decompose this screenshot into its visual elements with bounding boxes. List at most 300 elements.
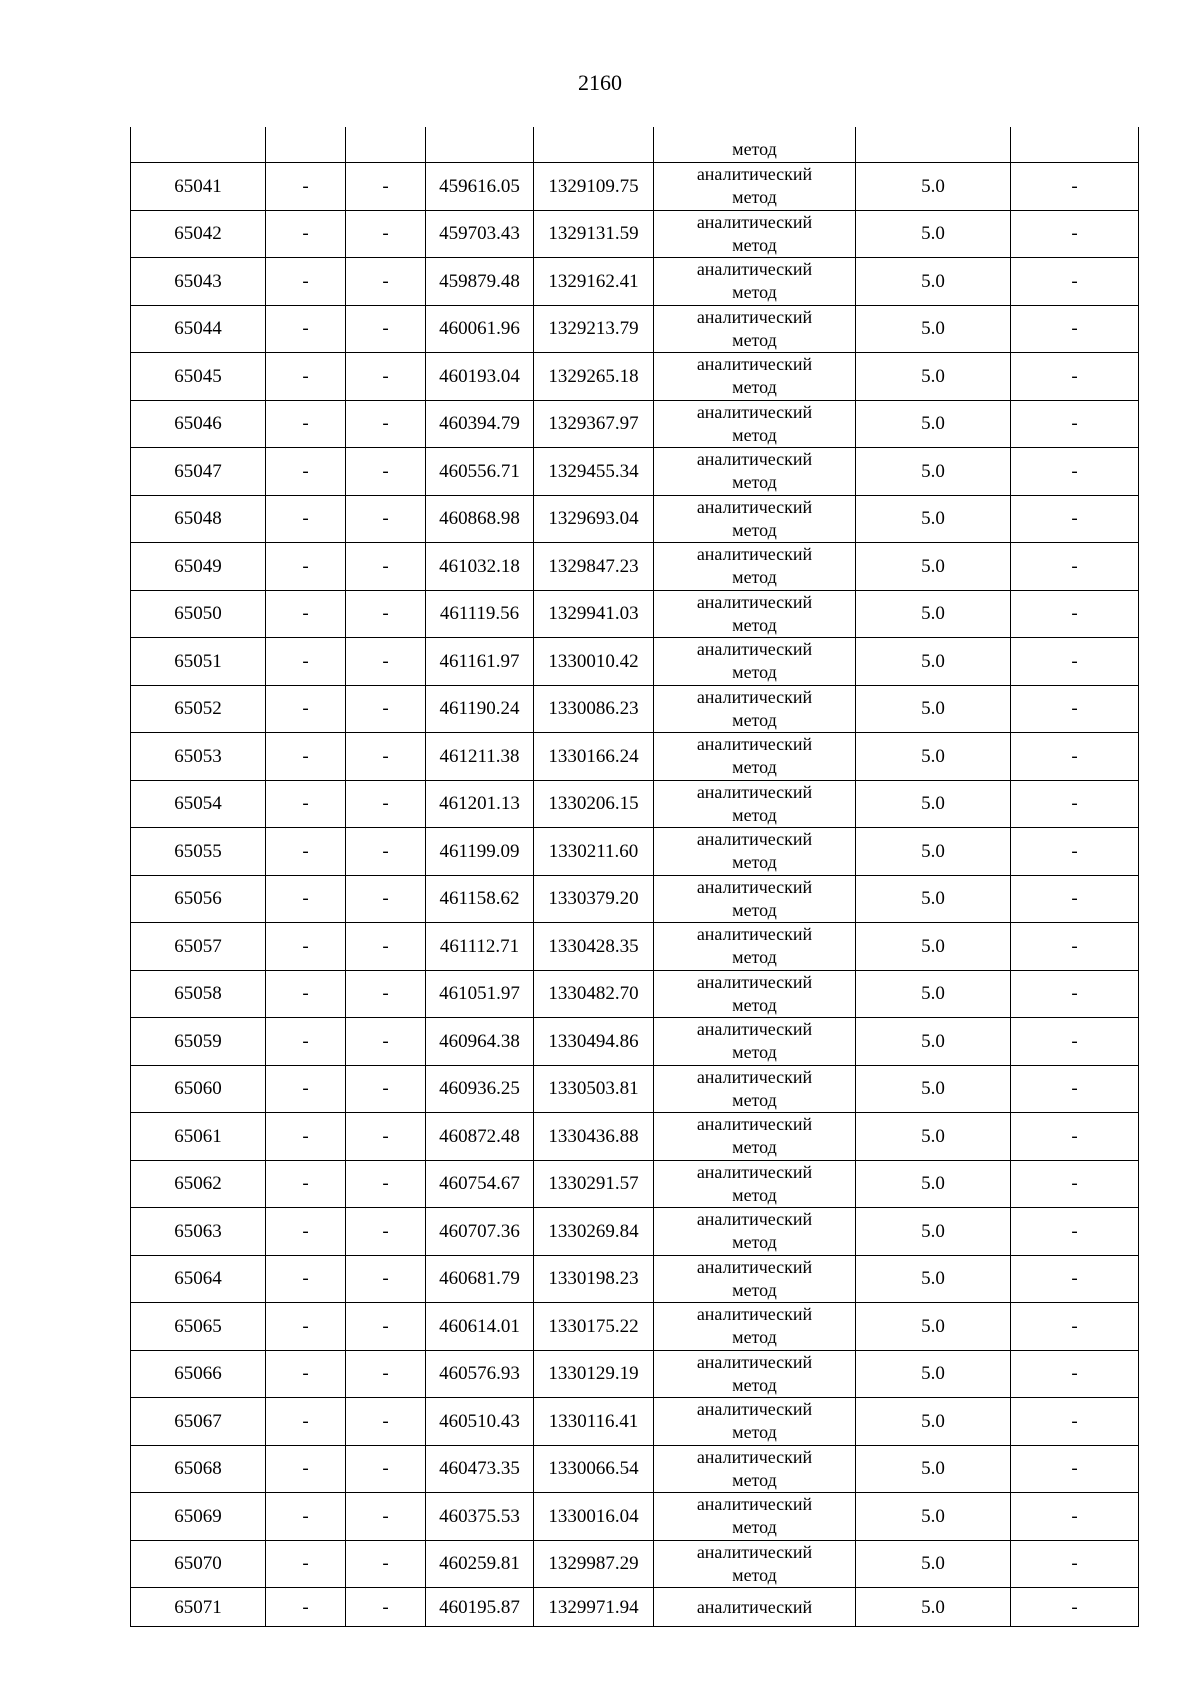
y-coordinate-cell: 1330482.70: [534, 970, 654, 1018]
x-coordinate-cell: 459616.05: [426, 163, 534, 211]
precision-cell: 5.0: [856, 923, 1011, 971]
method-cell: [654, 448, 856, 496]
dash-cell: -: [1011, 163, 1139, 211]
method-text: аналитический: [696, 1114, 813, 1135]
method-text: метод: [732, 234, 777, 255]
method-cell: [654, 127, 856, 163]
dash-cell: -: [346, 875, 426, 923]
table-row: [131, 495, 1139, 543]
point-id-cell: 65048: [131, 495, 266, 543]
point-id-cell: 65067: [131, 1398, 266, 1446]
dash-cell: -: [1011, 1255, 1139, 1303]
table-row: [131, 1303, 1139, 1351]
method-cell: [654, 1445, 856, 1493]
dash-cell: -: [1011, 1350, 1139, 1398]
dash-cell: -: [266, 1588, 346, 1627]
method-text: метод: [732, 1279, 777, 1300]
precision-cell: 5.0: [856, 1540, 1011, 1588]
dash-cell: -: [1011, 1493, 1139, 1541]
method-text: аналитический: [696, 164, 813, 185]
x-coordinate-cell: 461201.13: [426, 780, 534, 828]
dash-cell: -: [1011, 1065, 1139, 1113]
dash-cell: -: [346, 685, 426, 733]
precision-cell: 5.0: [856, 1065, 1011, 1113]
method-text: аналитический: [696, 734, 813, 755]
x-coordinate-cell: 460936.25: [426, 1065, 534, 1113]
method-cell: [654, 970, 856, 1018]
point-id-cell: 65047: [131, 448, 266, 496]
dash-cell: -: [1011, 400, 1139, 448]
method-text: аналитический: [696, 211, 813, 232]
point-id-cell: 65060: [131, 1065, 266, 1113]
method-text: аналитический: [696, 496, 813, 517]
precision-cell: 5.0: [856, 305, 1011, 353]
method-text: метод: [732, 567, 777, 588]
precision-cell: 5.0: [856, 1255, 1011, 1303]
precision-cell: 5.0: [856, 1350, 1011, 1398]
method-text: метод: [732, 994, 777, 1015]
precision-cell: 5.0: [856, 875, 1011, 923]
dash-cell: -: [346, 1350, 426, 1398]
y-coordinate-cell: 1329131.59: [534, 210, 654, 258]
x-coordinate-cell: 461051.97: [426, 970, 534, 1018]
method-text: аналитический: [696, 591, 813, 612]
x-coordinate-cell: 460707.36: [426, 1208, 534, 1256]
point-id-cell: 65043: [131, 258, 266, 306]
y-coordinate-cell: 1330129.19: [534, 1350, 654, 1398]
dash-cell: -: [266, 495, 346, 543]
table-row: [131, 875, 1139, 923]
dash-cell: -: [346, 638, 426, 686]
dash-cell: -: [346, 1255, 426, 1303]
table-cell: [426, 127, 534, 163]
dash-cell: -: [1011, 590, 1139, 638]
dash-cell: -: [266, 1255, 346, 1303]
point-id-cell: 65070: [131, 1540, 266, 1588]
x-coordinate-cell: 460576.93: [426, 1350, 534, 1398]
method-text: метод: [732, 899, 777, 920]
precision-cell: 5.0: [856, 970, 1011, 1018]
table-row: [131, 780, 1139, 828]
dash-cell: -: [1011, 638, 1139, 686]
method-cell: [654, 1255, 856, 1303]
point-id-cell: 65050: [131, 590, 266, 638]
dash-cell: -: [1011, 495, 1139, 543]
dash-cell: -: [346, 258, 426, 306]
table-row: [131, 258, 1139, 306]
method-text: метод: [732, 614, 777, 635]
point-id-cell: 65057: [131, 923, 266, 971]
dash-cell: -: [346, 1113, 426, 1161]
table-cell: [266, 127, 346, 163]
method-cell: [654, 1303, 856, 1351]
precision-cell: 5.0: [856, 638, 1011, 686]
method-text: метод: [732, 662, 777, 683]
method-text: метод: [732, 1089, 777, 1110]
precision-cell: 5.0: [856, 1303, 1011, 1351]
method-text: метод: [732, 947, 777, 968]
point-id-cell: 65051: [131, 638, 266, 686]
dash-cell: -: [346, 400, 426, 448]
x-coordinate-cell: 461161.97: [426, 638, 534, 686]
dash-cell: -: [266, 1350, 346, 1398]
x-coordinate-cell: 461211.38: [426, 733, 534, 781]
method-text: аналитический: [696, 876, 813, 897]
method-cell: [654, 1018, 856, 1066]
dash-cell: -: [266, 590, 346, 638]
dash-cell: -: [1011, 1160, 1139, 1208]
precision-cell: 5.0: [856, 258, 1011, 306]
method-text: метод: [732, 852, 777, 873]
method-cell: [654, 305, 856, 353]
dash-cell: -: [266, 780, 346, 828]
method-text: аналитический: [696, 1541, 813, 1562]
method-text: аналитический: [696, 829, 813, 850]
point-id-cell: 65064: [131, 1255, 266, 1303]
x-coordinate-cell: 460061.96: [426, 305, 534, 353]
precision-cell: 5.0: [856, 780, 1011, 828]
y-coordinate-cell: 1330436.88: [534, 1113, 654, 1161]
table-row: [131, 1445, 1139, 1493]
dash-cell: -: [346, 1588, 426, 1627]
dash-cell: -: [346, 1445, 426, 1493]
dash-cell: -: [346, 1493, 426, 1541]
coordinates-table: [130, 127, 1139, 1627]
method-text: аналитический: [696, 1494, 813, 1515]
dash-cell: -: [1011, 780, 1139, 828]
method-cell: [654, 685, 856, 733]
x-coordinate-cell: 460375.53: [426, 1493, 534, 1541]
method-text: аналитический: [696, 1446, 813, 1467]
method-cell: [654, 923, 856, 971]
table-row: [131, 923, 1139, 971]
method-cell: [654, 590, 856, 638]
dash-cell: -: [266, 1113, 346, 1161]
dash-cell: -: [1011, 210, 1139, 258]
method-text: метод: [732, 1517, 777, 1538]
x-coordinate-cell: 460510.43: [426, 1398, 534, 1446]
y-coordinate-cell: 1330086.23: [534, 685, 654, 733]
dash-cell: -: [266, 1445, 346, 1493]
dash-cell: -: [1011, 1540, 1139, 1588]
method-text: метод: [732, 804, 777, 825]
method-cell: [654, 1588, 856, 1627]
table-row: [131, 1160, 1139, 1208]
method-cell: [654, 1540, 856, 1588]
point-id-cell: 65066: [131, 1350, 266, 1398]
dash-cell: -: [1011, 1398, 1139, 1446]
method-text: аналитический: [696, 354, 813, 375]
method-text: метод: [732, 472, 777, 493]
precision-cell: 5.0: [856, 543, 1011, 591]
dash-cell: -: [346, 1208, 426, 1256]
dash-cell: -: [346, 1303, 426, 1351]
precision-cell: 5.0: [856, 733, 1011, 781]
dash-cell: -: [266, 1208, 346, 1256]
dash-cell: -: [266, 1540, 346, 1588]
x-coordinate-cell: 460872.48: [426, 1113, 534, 1161]
table-row: [131, 1398, 1139, 1446]
method-cell: [654, 258, 856, 306]
dash-cell: -: [266, 258, 346, 306]
dash-cell: -: [1011, 875, 1139, 923]
table-row: [131, 1208, 1139, 1256]
precision-cell: 5.0: [856, 1018, 1011, 1066]
dash-cell: -: [1011, 1208, 1139, 1256]
table-row: [131, 210, 1139, 258]
point-id-cell: 65045: [131, 353, 266, 401]
method-cell: [654, 210, 856, 258]
method-cell: [654, 1350, 856, 1398]
table-body: [131, 127, 1139, 1627]
y-coordinate-cell: 1330503.81: [534, 1065, 654, 1113]
x-coordinate-cell: 461199.09: [426, 828, 534, 876]
precision-cell: 5.0: [856, 448, 1011, 496]
y-coordinate-cell: 1329213.79: [534, 305, 654, 353]
method-text: метод: [732, 282, 777, 303]
dash-cell: -: [1011, 733, 1139, 781]
method-cell: [654, 495, 856, 543]
dash-cell: -: [346, 210, 426, 258]
dash-cell: -: [346, 305, 426, 353]
table-row: [131, 1255, 1139, 1303]
precision-cell: 5.0: [856, 353, 1011, 401]
dash-cell: -: [346, 1160, 426, 1208]
dash-cell: -: [266, 1065, 346, 1113]
method-text: метод: [732, 1232, 777, 1253]
dash-cell: -: [266, 1493, 346, 1541]
table-cell: [346, 127, 426, 163]
table-row: [131, 1113, 1139, 1161]
method-text: метод: [732, 139, 777, 159]
y-coordinate-cell: 1329162.41: [534, 258, 654, 306]
method-text: метод: [732, 187, 777, 208]
table-row: [131, 1350, 1139, 1398]
method-text: аналитический: [696, 924, 813, 945]
y-coordinate-cell: 1329987.29: [534, 1540, 654, 1588]
point-id-cell: 65065: [131, 1303, 266, 1351]
table-row: [131, 1018, 1139, 1066]
dash-cell: -: [266, 353, 346, 401]
method-text: метод: [732, 519, 777, 540]
dash-cell: -: [346, 828, 426, 876]
precision-cell: 5.0: [856, 685, 1011, 733]
method-text: метод: [732, 1422, 777, 1443]
dash-cell: -: [1011, 353, 1139, 401]
dash-cell: -: [266, 543, 346, 591]
table-row: [131, 353, 1139, 401]
method-text: аналитический: [696, 639, 813, 660]
point-id-cell: 65044: [131, 305, 266, 353]
table-row: [131, 970, 1139, 1018]
table-cell: [534, 127, 654, 163]
dash-cell: -: [266, 1398, 346, 1446]
y-coordinate-cell: 1330175.22: [534, 1303, 654, 1351]
dash-cell: -: [1011, 1445, 1139, 1493]
point-id-cell: 65041: [131, 163, 266, 211]
precision-cell: 5.0: [856, 1160, 1011, 1208]
table-row: [131, 305, 1139, 353]
point-id-cell: 65071: [131, 1588, 266, 1627]
dash-cell: -: [346, 1398, 426, 1446]
x-coordinate-cell: 460473.35: [426, 1445, 534, 1493]
method-text: аналитический: [696, 1209, 813, 1230]
method-text: аналитический: [696, 1351, 813, 1372]
point-id-cell: 65042: [131, 210, 266, 258]
method-text: аналитический: [696, 1161, 813, 1182]
x-coordinate-cell: 460964.38: [426, 1018, 534, 1066]
table-row: [131, 163, 1139, 211]
y-coordinate-cell: 1330494.86: [534, 1018, 654, 1066]
y-coordinate-cell: 1330010.42: [534, 638, 654, 686]
dash-cell: -: [1011, 685, 1139, 733]
dash-cell: -: [346, 353, 426, 401]
method-text: аналитический: [696, 544, 813, 565]
x-coordinate-cell: 461112.71: [426, 923, 534, 971]
method-text: метод: [732, 377, 777, 398]
y-coordinate-cell: 1330379.20: [534, 875, 654, 923]
table-row: [131, 543, 1139, 591]
dash-cell: -: [266, 163, 346, 211]
x-coordinate-cell: 459879.48: [426, 258, 534, 306]
y-coordinate-cell: 1330428.35: [534, 923, 654, 971]
table-row: [131, 1588, 1139, 1627]
y-coordinate-cell: 1330269.84: [534, 1208, 654, 1256]
point-id-cell: 65063: [131, 1208, 266, 1256]
y-coordinate-cell: 1329367.97: [534, 400, 654, 448]
method-text: аналитический: [696, 971, 813, 992]
dash-cell: -: [266, 828, 346, 876]
method-text: аналитический: [696, 781, 813, 802]
dash-cell: -: [1011, 1113, 1139, 1161]
method-text: аналитический: [696, 1019, 813, 1040]
dash-cell: -: [346, 970, 426, 1018]
method-text: аналитический: [696, 1304, 813, 1325]
point-id-cell: 65068: [131, 1445, 266, 1493]
method-text: метод: [732, 1137, 777, 1158]
x-coordinate-cell: 460394.79: [426, 400, 534, 448]
method-text: аналитический: [696, 1256, 813, 1277]
method-text: аналитический: [696, 1399, 813, 1420]
point-id-cell: 65059: [131, 1018, 266, 1066]
precision-cell: 5.0: [856, 1113, 1011, 1161]
dash-cell: -: [1011, 543, 1139, 591]
dash-cell: -: [346, 1540, 426, 1588]
precision-cell: 5.0: [856, 828, 1011, 876]
point-id-cell: 65049: [131, 543, 266, 591]
dash-cell: -: [1011, 970, 1139, 1018]
dash-cell: -: [266, 1303, 346, 1351]
dash-cell: -: [346, 1065, 426, 1113]
method-text: аналитический: [696, 449, 813, 470]
point-id-cell: 65046: [131, 400, 266, 448]
dash-cell: -: [1011, 1018, 1139, 1066]
x-coordinate-cell: 460614.01: [426, 1303, 534, 1351]
dash-cell: -: [266, 400, 346, 448]
method-cell: [654, 733, 856, 781]
dash-cell: -: [1011, 258, 1139, 306]
table-row: [131, 1493, 1139, 1541]
method-text: метод: [732, 329, 777, 350]
x-coordinate-cell: 460868.98: [426, 495, 534, 543]
precision-cell: 5.0: [856, 210, 1011, 258]
dash-cell: -: [346, 923, 426, 971]
point-id-cell: 65054: [131, 780, 266, 828]
precision-cell: 5.0: [856, 590, 1011, 638]
table-row: [131, 1065, 1139, 1113]
dash-cell: -: [266, 970, 346, 1018]
dash-cell: -: [346, 780, 426, 828]
precision-cell: 5.0: [856, 1208, 1011, 1256]
dash-cell: -: [266, 1018, 346, 1066]
dash-cell: -: [266, 448, 346, 496]
method-cell: [654, 353, 856, 401]
precision-cell: 5.0: [856, 495, 1011, 543]
y-coordinate-cell: 1330291.57: [534, 1160, 654, 1208]
precision-cell: 5.0: [856, 1398, 1011, 1446]
dash-cell: -: [266, 923, 346, 971]
precision-cell: 5.0: [856, 1445, 1011, 1493]
method-text: метод: [732, 1374, 777, 1395]
method-cell: [654, 543, 856, 591]
method-text: аналитический: [696, 401, 813, 422]
x-coordinate-cell: 461158.62: [426, 875, 534, 923]
method-cell: [654, 400, 856, 448]
y-coordinate-cell: 1330116.41: [534, 1398, 654, 1446]
dash-cell: -: [346, 1018, 426, 1066]
table-row: [131, 828, 1139, 876]
point-id-cell: 65069: [131, 1493, 266, 1541]
method-cell: [654, 828, 856, 876]
method-cell: [654, 780, 856, 828]
point-id-cell: 65061: [131, 1113, 266, 1161]
x-coordinate-cell: 461119.56: [426, 590, 534, 638]
dash-cell: -: [346, 733, 426, 781]
y-coordinate-cell: 1330198.23: [534, 1255, 654, 1303]
x-coordinate-cell: 460259.81: [426, 1540, 534, 1588]
x-coordinate-cell: 460681.79: [426, 1255, 534, 1303]
y-coordinate-cell: 1330066.54: [534, 1445, 654, 1493]
y-coordinate-cell: 1330211.60: [534, 828, 654, 876]
table-row: [131, 590, 1139, 638]
method-text: аналитический: [696, 1596, 813, 1617]
table-cell: [131, 127, 266, 163]
y-coordinate-cell: 1330016.04: [534, 1493, 654, 1541]
point-id-cell: 65058: [131, 970, 266, 1018]
dash-cell: -: [1011, 1588, 1139, 1627]
method-cell: [654, 1113, 856, 1161]
y-coordinate-cell: 1329455.34: [534, 448, 654, 496]
table-row: [131, 638, 1139, 686]
dash-cell: -: [266, 305, 346, 353]
point-id-cell: 65056: [131, 875, 266, 923]
method-text: аналитический: [696, 686, 813, 707]
dash-cell: -: [266, 733, 346, 781]
point-id-cell: 65055: [131, 828, 266, 876]
method-text: аналитический: [696, 259, 813, 280]
method-text: метод: [732, 757, 777, 778]
method-cell: [654, 638, 856, 686]
dash-cell: -: [346, 590, 426, 638]
method-text: аналитический: [696, 1066, 813, 1087]
dash-cell: -: [346, 495, 426, 543]
dash-cell: -: [1011, 923, 1139, 971]
dash-cell: -: [1011, 448, 1139, 496]
table-row: [131, 1540, 1139, 1588]
method-text: метод: [732, 1469, 777, 1490]
precision-cell: 5.0: [856, 1493, 1011, 1541]
method-cell: [654, 1398, 856, 1446]
